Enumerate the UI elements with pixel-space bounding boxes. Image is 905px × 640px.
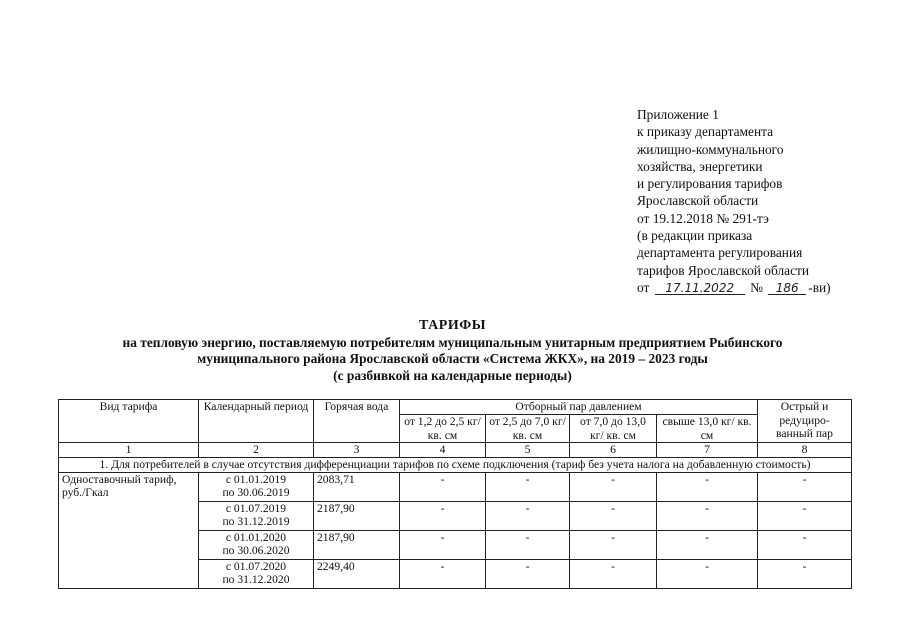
header-hot-water: Горячая вода [314,400,400,443]
appendix-line: хозяйства, энергетики [637,158,763,174]
column-number: 7 [657,443,758,458]
tariff-kind: Одноставочный тариф, руб./Гкал [59,472,199,588]
title-main: ТАРИФЫ [419,318,486,333]
hot-water-value: 2187,90 [314,501,400,530]
period-cell [199,530,314,559]
steam-4-value: - [657,472,758,501]
document-title [40,318,865,384]
steam-4-value: - [657,530,758,559]
period-from: с 01.07.2020 [225,559,287,573]
steam-1-value: - [400,559,486,588]
title-line: (с разбивкой на календарные периоды) [333,367,572,383]
appendix-order-ref [637,279,887,296]
steam-2-value: - [486,472,570,501]
table-row [59,472,852,501]
period-cell [199,472,314,501]
period-from: с 01.01.2020 [225,530,287,544]
period-cell [199,501,314,530]
period-to: по 31.12.2020 [222,573,290,587]
column-number: 1 [59,443,199,458]
steam-2-value: - [486,501,570,530]
period-cell [199,559,314,588]
steam-3-value: - [570,501,657,530]
steam-2-value: - [486,559,570,588]
order-suffix: -ви) [808,279,831,295]
appendix-line: жилищно-коммунального [637,141,784,157]
hot-water-value: 2249,40 [314,559,400,588]
hot-water-value: 2187,90 [314,530,400,559]
steam-1-value: - [400,501,486,530]
appendix-line: Приложение 1 [637,107,719,122]
column-number: 6 [570,443,657,458]
header-row [59,400,852,415]
column-number: 2 [199,443,314,458]
handwritten-date: 17.11.2022 [655,282,745,295]
steam-3-value: - [570,559,657,588]
steam-4-value: - [657,501,758,530]
appendix-line: и регулирования тарифов [637,176,783,192]
column-number: 5 [486,443,570,458]
steam-3-value: - [570,530,657,559]
header-steam-1: от 1,2 до 2,5 кг/ кв. см [400,415,486,443]
header-steam-3: от 7,0 до 13,0 кг/ кв. см [570,415,657,443]
appendix-note [637,106,887,296]
header-steam-2: от 2,5 до 7,0 кг/ кв. см [486,415,570,443]
section-row [59,457,852,472]
period-to: по 30.06.2020 [222,544,290,558]
steam-2-value: - [486,530,570,559]
steam-4-value: - [657,559,758,588]
period-to: по 30.06.2019 [222,486,290,500]
sharp-steam-value: - [758,530,852,559]
header-period: Календарный период [199,400,314,443]
sharp-steam-value: - [758,472,852,501]
appendix-line: (в редакции приказа [637,228,753,244]
title-line: муниципального района Ярославской области «Система ЖКХ», на 2019 – 2023 годы [197,351,708,366]
appendix-line: Ярославской области [637,193,759,209]
column-number: 4 [400,443,486,458]
number-sign: № [750,279,763,295]
period-to: по 31.12.2019 [222,515,290,529]
steam-1-value: - [400,530,486,559]
appendix-line: департамента регулирования [637,245,803,261]
column-number: 8 [758,443,852,458]
header-steam-4: свыше 13,0 кг/ кв. см [657,415,758,443]
steam-1-value: - [400,472,486,501]
sharp-steam-value: - [758,559,852,588]
handwritten-number: 186 [768,282,806,295]
period-from: с 01.01.2019 [225,472,287,486]
header-kind: Вид тарифа [59,400,199,443]
section-title: 1. Для потребителей в случае отсутствия дифференциации тарифов по схеме подключения (тариф без учета налога на добавленную стоимость) [59,457,852,472]
hot-water-value: 2083,71 [314,472,400,501]
steam-3-value: - [570,472,657,501]
title-line: на тепловую энергию, поставляемую потребителям муниципальным унитарным предприятием Рыбинского [122,334,783,350]
appendix-line: тарифов Ярославской области [637,262,810,278]
order-prefix: от [637,279,650,295]
column-number: 3 [314,443,400,458]
tariff-table [58,399,852,589]
appendix-line: от 19.12.2018 № 291-тэ [637,210,769,226]
header-steam-group: Отборный пар давлением [400,400,758,415]
header-sharp-steam: Острый и редуциро-ванный пар [758,400,852,443]
period-from: с 01.07.2019 [225,501,287,515]
appendix-line: к приказу департамента [637,124,774,140]
sharp-steam-value: - [758,501,852,530]
column-number-row [59,443,852,458]
